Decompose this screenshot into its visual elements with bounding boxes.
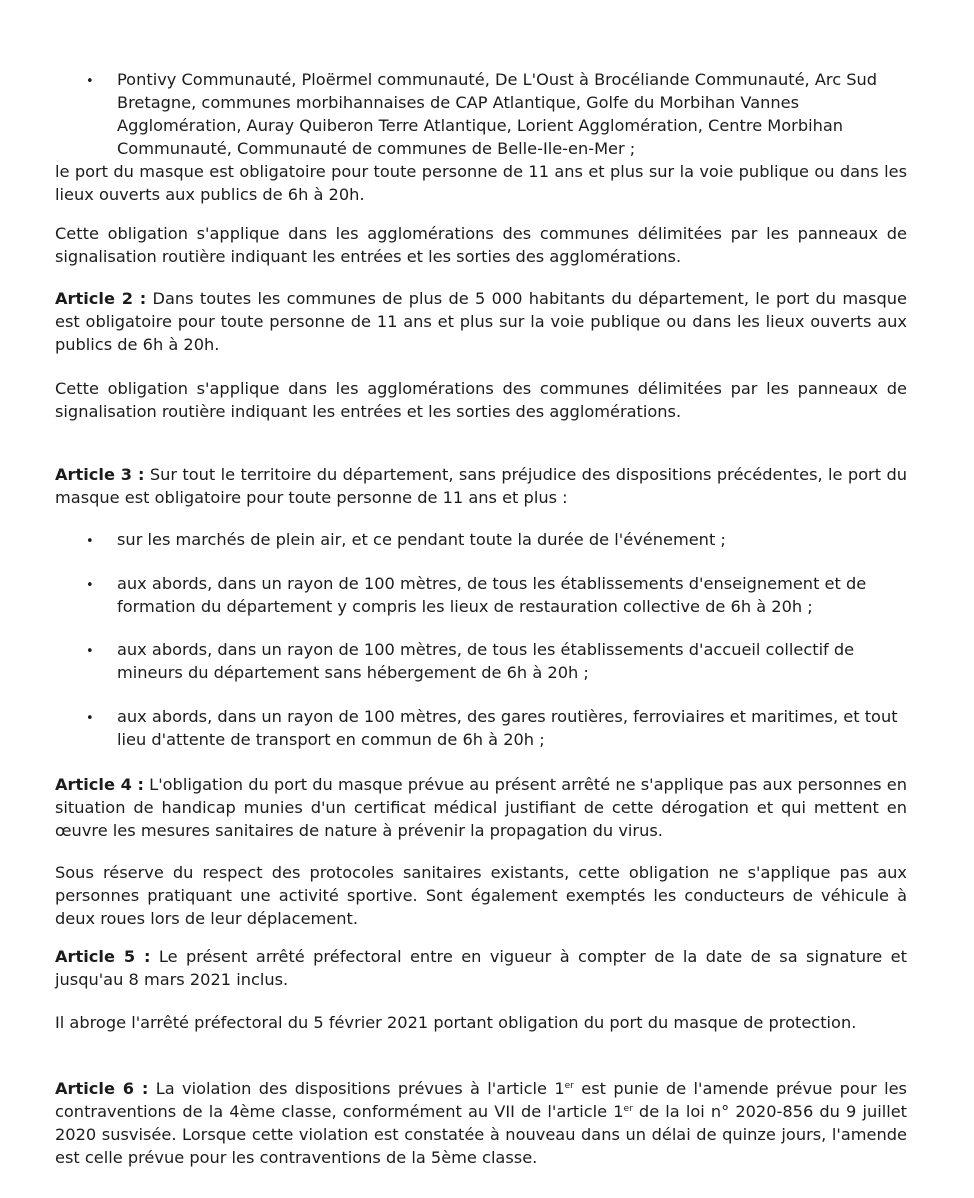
article4-text: L'obligation du port du masque prévue au présent arrêté ne s'applique pas aux personnes en situation de handicap munies d'un certificat médical justifiant de cette dérogation et qui mettent en œuvre les mesures sanitaires de nature à prévenir la propagation du virus. [55, 775, 907, 840]
article6-text-1: La violation des dispositions prévues à l'article 1 [155, 1079, 565, 1098]
communes-bullet: Pontivy Communauté, Ploërmel communauté, De L'Oust à Brocéliande Communauté, Arc Sud Bretagne, communes morbihannaises de CAP Atlantique, Golfe du Morbihan Vannes Agglomération, Auray Quiberon Terre Atlantique, Lorient Agglomération, Centre Morbihan Communauté, Communauté de communes de Belle-Ile-en-Mer ; [117, 70, 878, 158]
article4-paragraph [55, 773, 907, 842]
article3-bullet: aux abords, dans un rayon de 100 mètres, des gares routières, ferroviaires et maritimes, et tout lieu d'attente de transport en commun de 6h à 20h ; [117, 707, 898, 749]
bullet-marker: • [86, 711, 94, 726]
bullet-marker: • [86, 534, 94, 549]
article1-rule: le port du masque est obligatoire pour toute personne de 11 ans et plus sur la voie publique ou dans les lieux ouverts aux publics de 6h à 20h. [55, 162, 907, 204]
superscript-er: er [564, 1081, 574, 1091]
article5-paragraph [55, 945, 907, 991]
article1-scope: Cette obligation s'applique dans les agglomérations des communes délimitées par les panneaux de signalisation routière indiquant les entrées et les sorties des agglomérations. [55, 224, 907, 266]
bullet-marker: • [86, 74, 94, 89]
article6-text-2: est punie de l'amende prévue pour les contraventions de la 4ème classe, conformément au VII de l'article 1 [55, 1079, 907, 1121]
article6-paragraph [55, 1077, 907, 1169]
article5-abrogation: Il abroge l'arrêté préfectoral du 5 février 2021 portant obligation du port du masque de protection. [55, 1013, 857, 1032]
article3-label: Article 3 : [55, 465, 145, 484]
article2-scope: Cette obligation s'applique dans les agglomérations des communes délimitées par les panneaux de signalisation routière indiquant les entrées et les sorties des agglomérations. [55, 379, 907, 421]
superscript-er: er [623, 1104, 633, 1114]
article4-label: Article 4 : [55, 775, 144, 794]
article3-text: Sur tout le territoire du département, sans préjudice des dispositions précédentes, le port du masque est obligatoire pour toute personne de 11 ans et plus : [55, 465, 907, 507]
article6-text-3: de la loi n° 2020-856 du 9 juillet 2020 susvisée. Lorsque cette violation est constatée à nouveau dans un délai de quinze jours, l'amende est celle prévue pour les contraventions de la 5ème classe. [55, 1102, 908, 1167]
article5-label: Article 5 : [55, 947, 151, 966]
article3-bullet: sur les marchés de plein air, et ce pendant toute la durée de l'événement ; [117, 530, 726, 549]
bullet-marker: • [86, 578, 94, 593]
article3-bullet: aux abords, dans un rayon de 100 mètres, de tous les établissements d'accueil collectif de mineurs du département sans hébergement de 6h à 20h ; [117, 640, 855, 682]
article5-text: Le présent arrêté préfectoral entre en vigueur à compter de la date de sa signature et jusqu'au 8 mars 2021 inclus. [55, 947, 907, 989]
article2-text: Dans toutes les communes de plus de 5 000 habitants du département, le port du masque est obligatoire pour toute personne de 11 ans et plus sur la voie publique ou dans les lieux ouverts aux publics de 6h à 20h. [55, 289, 907, 354]
article6-label: Article 6 : [55, 1079, 149, 1098]
article4-exemptions: Sous réserve du respect des protocoles sanitaires existants, cette obligation ne s'applique pas aux personnes pratiquant une activité sportive. Sont également exemptés les conducteurs de véhicule à deux roues lors de leur déplacement. [55, 863, 907, 928]
article2-paragraph [55, 287, 907, 356]
article2-label: Article 2 : [55, 289, 147, 308]
article3-paragraph [55, 463, 907, 509]
article3-bullet: aux abords, dans un rayon de 100 mètres, de tous les établissements d'enseignement et de formation du département y compris les lieux de restauration collective de 6h à 20h ; [117, 574, 867, 616]
bullet-marker: • [86, 644, 94, 659]
